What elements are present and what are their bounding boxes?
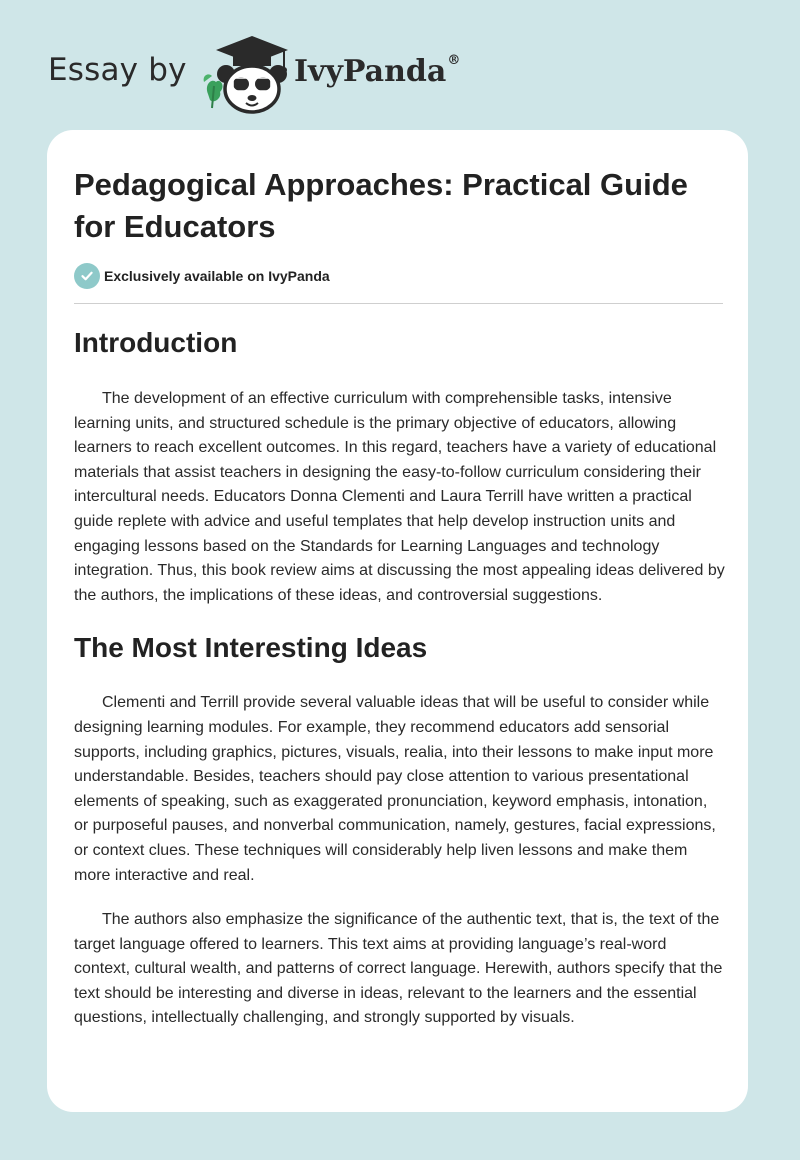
paragraph: The authors also emphasize the significance of the authentic text, that is, the text of the target language offered to learners. This text aims at providing language’s real-word context, cultural wealth, and patterns of correct language. Herewith, authors specify that the text should be interesting and diverse in ideas, relevant to the learners and the essential questions, intellectually challenging, and strongly supported by visuals. [74, 911, 723, 1027]
check-circle-icon [74, 263, 100, 289]
brand-name[interactable] [294, 54, 460, 89]
essay-by-label: Essay by [48, 52, 187, 88]
section-heading-interesting-ideas: The Most Interesting Ideas [74, 632, 428, 664]
brand-name-text: IvyPanda [294, 54, 447, 89]
exclusive-badge [74, 262, 330, 290]
paragraph: Clementi and Terrill provide several valuable ideas that will be useful to consider while designing learning modules. For example, they recommend educators add sensorial supports, including graphics, pictures, visuals, realia, into their lessons to make input more understandable. Besides, teachers should pay close attention to various presentational elements of speaking, such as exaggerated pronunciation, keyword emphasis, intonation, or purposeful pauses, and nonverbal communication, namely, gestures, facial expressions, or context clues. These techniques will considerably help liven lessons and make them more interactive and real. [74, 694, 716, 884]
essay-body [74, 323, 725, 1031]
registered-mark: ® [447, 53, 461, 68]
divider [74, 303, 723, 304]
exclusive-label: Exclusively available on IvyPanda [104, 268, 330, 284]
ivypanda-logo-icon[interactable] [200, 34, 292, 114]
essay-card [47, 130, 748, 1112]
page-title: Pedagogical Approaches: Practical Guide for Educators [74, 167, 688, 244]
site-header [48, 30, 548, 114]
section-heading-introduction: Introduction [74, 327, 238, 358]
paragraph: The development of an effective curriculum with comprehensible tasks, intensive learning units, and structured schedule is the primary objective of educators, allowing learners to reach excellent outcomes. In this regard, teachers have a variety of educational materials that assist teachers in designing the easy-to-follow curriculum considering their intercultural needs. Educators Donna Clementi and Laura Terrill have written a practical guide replete with advice and useful templates that help develop instruction units and engaging lessons based on the Standards for Learning Languages and technology integration. Thus, this book review aims at discussing the most appealing ideas delivered by the authors, the implications of these ideas, and controversial suggestions. [74, 390, 725, 604]
